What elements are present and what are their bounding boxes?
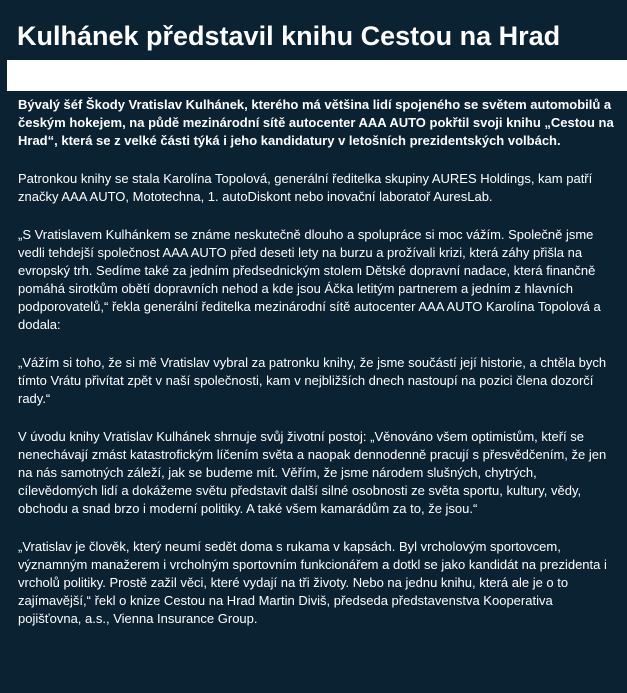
article-title: Kulhánek představil knihu Cestou na Hrad (17, 21, 561, 51)
article-paragraph-quote-divis: „Vratislav je člověk, který neumí sedět doma s rukama v kapsách. Byl vrcholovým sportovcem, významným manažerem i vrcholným sportovním funkcionářem a dotkl se jako kandidát na prezidenta i vrcholů politiky. Prostě zažil věci, které vydají na tři životy. Nebo na jednu knihu, která ale je o to zajímavější,“ řekl o knize Cestou na Hrad Martin Diviš, předseda představenstva Kooperativa pojišťovna, a.s., Vienna Insurance Group. (18, 539, 607, 626)
article-lead: Bývalý šéf Škody Vratislav Kulhánek, kterého má většina lidí spojeného se světem automobilů a českým hokejem, na půdě mezinárodní sítě autocenter AAA AUTO pokřtil svoji knihu „Cestou na Hrad“, která se z velké části týká i jeho kandidatury v letošních prezidentských volbách. (18, 97, 614, 148)
article-paragraph-quote-patronage: „Vážím si toho, že si mě Vratislav vybral za patronku knihy, že jsme součástí její historie, a chtěla bych tímto Vrátu přivítat zpět v naší společnosti, kam v nejbližších dnech nastoupí na pozici člena dozorčí rady.“ (18, 355, 607, 406)
white-banner-bar (7, 60, 627, 91)
article-paragraph-patron: Patronkou knihy se stala Karolína Topolová, generální ředitelka skupiny AURES Holdings, kam patří značky AAA AUTO, Mototechna, 1. autoDiskont nebo inovační laboratoř AuresLab. (18, 171, 593, 204)
article-body (18, 96, 618, 648)
article-paragraph-quote-topolova: „S Vratislavem Kulhánkem se známe neskutečně dlouho a spolupráce si moc vážím. Společně jsme vedli tehdejší společnost AAA AUTO před deseti lety na burzu a prožívali krizi, která záhy přišla na evropský trh. Sedíme také za jedním předsednickým stolem Dětské dopravní nadace, která finančně pomáhá sirotkům obětí dopravních nehod a kde jsou Áčka letitým partnerem a jedním z hlavních podporovatelů,“ řekla generální ředitelka mezinárodní sítě autocenter AAA AUTO Karolína Topolová a dodala: (18, 227, 601, 332)
article-paragraph-book-intro: V úvodu knihy Vratislav Kulhánek shrnuje svůj životní postoj: „Věnováno všem optimistům, kteří se nenechávají zmást katastrofickým líčením světa a naopak dennodenně pracují s přesvědčením, že jen na nás samotných záleží, jak se budeme mít. Věřím, že jsme národem slušných, chytrých, cílevědomých lidí a dokážeme světu představit další silné osobnosti ze světa sportu, kultury, vědy, obchodu a snad brzo i moderní politiky. A také všem kamarádům za to, že jsou.“ (18, 429, 607, 516)
